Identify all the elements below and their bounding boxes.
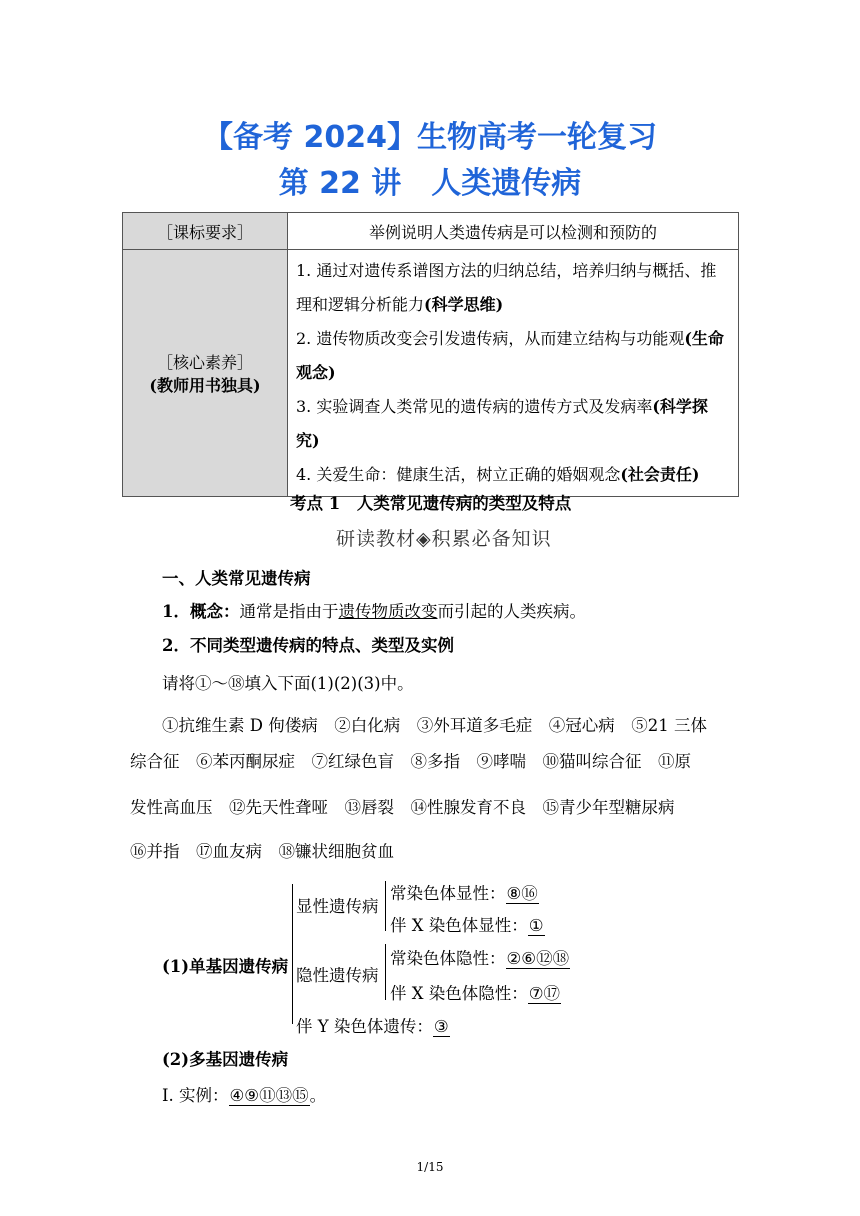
heading-common-diseases: 一、人类常见遗传病 [162, 569, 311, 588]
disease-list-line-4: ⑯并指 ⑰血友病 ⑱镰状细胞贫血 [130, 842, 394, 861]
teacher-only-note: (教师用书独具) [149, 376, 261, 395]
standards-label: ［课标要求］ [123, 213, 288, 250]
literacy-item-4: 4. 关爱生命：健康生活，树立正确的婚姻观念(社会责任) [296, 465, 700, 484]
lesson-title: 第 22 讲 人类遗传病 [278, 166, 582, 201]
disease-list-line-2: 综合征 ⑥苯丙酮尿症 ⑦红绿色盲 ⑧多指 ⑨哮喘 ⑩猫叫综合征 ⑪原 [130, 752, 691, 771]
literacy-item-1: 1. 通过对遗传系谱图方法的归纳总结，培养归纳与概括、推理和逻辑分析能力(科学思维) [296, 261, 717, 314]
literacy-item-2: 2. 遗传物质改变会引发遗传病，从而建立结构与功能观(生命观念) [296, 329, 724, 382]
autosomal-recessive-row: 常染色体隐性：②⑥⑫⑱ [390, 949, 570, 968]
tree-dominant: 显性遗传病 [296, 897, 379, 916]
tree-root: (1)单基因遗传病 [162, 957, 289, 976]
literacy-item-3: 3. 实验调查人类常见的遗传病的遗传方式及发病率(科学探究) [296, 397, 708, 450]
concept-line: 1．概念：通常是指由于遗传物质改变而引起的人类疾病。 [162, 602, 586, 621]
section-banner: 研读教材◈积累必备知识 [336, 528, 552, 550]
polygenic-example: Ⅰ. 实例：④⑨⑪⑬⑮。 [162, 1086, 327, 1105]
y-linked-row: 伴 Y 染色体遗传：③ [296, 1017, 449, 1036]
page-number: 1/15 [416, 1160, 444, 1174]
tree-brace-dominant [385, 881, 386, 931]
document-title: 【备考 2024】生物高考一轮复习 [203, 120, 657, 155]
literacy-items [288, 250, 739, 497]
literacy-label-cell [123, 250, 288, 497]
heading-types: 2．不同类型遗传病的特点、类型及实例 [162, 636, 454, 655]
literacy-label: ［核心素养］ [156, 353, 253, 372]
tree-brace-recessive [385, 944, 386, 1000]
autosomal-dominant-row: 常染色体显性：⑧⑯ [390, 884, 538, 903]
instruction: 请将①～⑱填入下面(1)(2)(3)中。 [162, 674, 414, 693]
disease-list-line-1: ①抗维生素 D 佝偻病 ②白化病 ③外耳道多毛症 ④冠心病 ⑤21 三体 [162, 716, 707, 735]
tree-brace-main [292, 884, 293, 1024]
disease-list-line-3: 发性高血压 ⑫先天性聋哑 ⑬唇裂 ⑭性腺发育不良 ⑮青少年型糖尿病 [130, 798, 675, 817]
standards-content: 举例说明人类遗传病是可以检测和预防的 [288, 213, 739, 250]
polygenic-heading: (2)多基因遗传病 [162, 1050, 289, 1069]
x-recessive-row: 伴 X 染色体隐性：⑦⑰ [390, 984, 561, 1003]
standards-table [122, 212, 739, 497]
concept-answer: 遗传物质改变 [338, 602, 438, 621]
tree-recessive: 隐性遗传病 [296, 966, 379, 985]
section-heading: 考点 1 人类常见遗传病的类型及特点 [290, 494, 572, 513]
x-dominant-row: 伴 X 染色体显性：① [390, 916, 544, 935]
